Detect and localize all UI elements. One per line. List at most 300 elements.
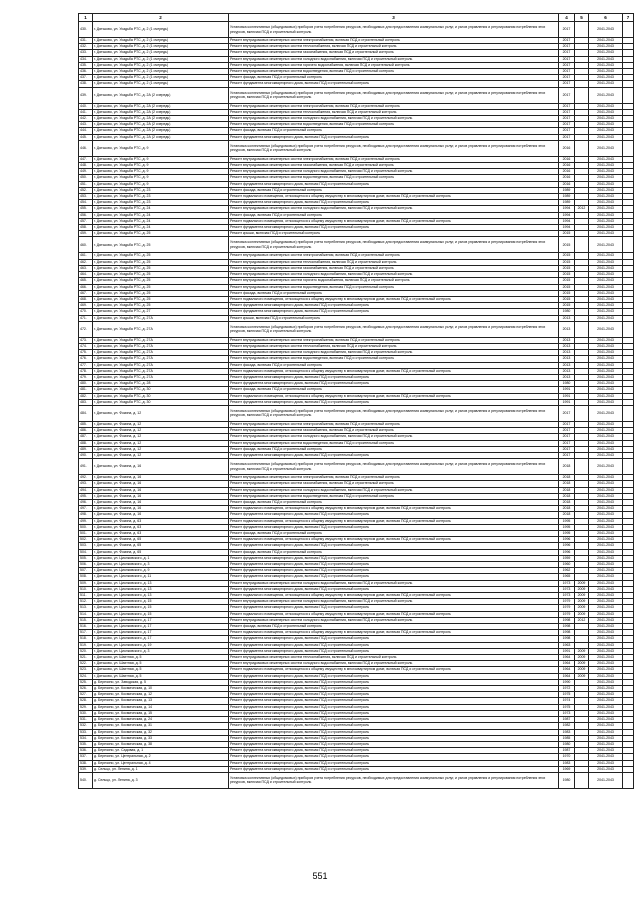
row-number-cell: 443.: [79, 122, 93, 128]
planned-period-cell: 2041-2043: [589, 434, 623, 440]
commission-year-cell: 1980: [559, 381, 575, 387]
row-number-cell: 487.: [79, 434, 93, 440]
commission-year-cell: 2013: [559, 362, 575, 368]
planned-period-cell: 2041-2043: [589, 321, 623, 337]
row-number-cell: 447.: [79, 156, 93, 162]
planned-period-cell: 2041-2043: [589, 296, 623, 302]
planned-period-cell: 2041-2043: [589, 156, 623, 162]
planned-period-cell: 2041-2043: [589, 315, 623, 321]
last-repair-year-cell: 2009: [575, 661, 589, 667]
work-type-cell: Ремонт фасада, включая ПСД и строительный контроль: [229, 187, 559, 193]
work-type-cell: Ремонт внутридомовых инженерных систем теплоснабжения, включая ПСД и строительный контроль: [229, 343, 559, 349]
row-number-cell: 464.: [79, 272, 93, 278]
planned-period-cell: 2041-2043: [589, 309, 623, 315]
planned-period-cell: 2041-2043: [589, 766, 623, 772]
address-cell: г. Дятьково, ул. Фокина, д. 12: [93, 452, 229, 458]
work-type-cell: Установка коллективных (общедомовых) приборов учета потребления ресурсов, необходимых для предоставления коммунальных услуг, и узлов управления и регулирования потребления этих ресурсов, включая ПСД и строительный контроль: [229, 237, 559, 253]
work-type-cell: Ремонт фундамента многоквартирного дома, включая ПСД и строительный контроль: [229, 452, 559, 458]
planned-period-cell: 2041-2043: [589, 278, 623, 284]
work-type-cell: Ремонт подвального помещения, относящегося к общему имуществу в многоквартирном доме, включая ПСД и строительный контроль: [229, 667, 559, 673]
work-type-cell: Ремонт внутридомовых инженерных систем водоотведения, включая ПСД и строительный контроль: [229, 69, 559, 75]
address-cell: г. Дятьково, ул. Усадьба РТС, д. 2 (1 очередь): [93, 22, 229, 38]
row-number-cell: 510.: [79, 586, 93, 592]
row-number-cell: 438.: [79, 81, 93, 87]
address-cell: г. Дятьково, ул. Циолковского, д. 15: [93, 605, 229, 611]
planned-period-cell: 2041-2043: [589, 128, 623, 134]
commission-year-cell: 1979: [559, 605, 575, 611]
address-cell: г. Дятьково, ул. Усадьба РТС, д. 27А: [93, 356, 229, 362]
commission-year-cell: 1980: [559, 741, 575, 747]
commission-year-cell: 1960: [559, 562, 575, 568]
planned-period-cell: 2041-2043: [589, 81, 623, 87]
work-type-cell: Ремонт фундамента многоквартирного дома, включая ПСД и строительный контроль: [229, 717, 559, 723]
row-number-cell: 528.: [79, 698, 93, 704]
commission-year-cell: 2017: [559, 62, 575, 68]
commission-year-cell: 2013: [559, 350, 575, 356]
row-number-cell: 527.: [79, 692, 93, 698]
planned-period-cell: 2041-2043: [589, 710, 623, 716]
row-number-cell: 535.: [79, 741, 93, 747]
planned-period-cell: 2041-2043: [589, 38, 623, 44]
address-cell: г. Дятьково, ул. Усадьба РТС, д. 2А (2 очередь): [93, 134, 229, 140]
planned-period-cell: 2041-2043: [589, 393, 623, 399]
address-cell: г. Дятьково, ул. Усадьба РТС, д. 27А: [93, 368, 229, 374]
note-cell: [623, 405, 634, 421]
row-number-cell: 439.: [79, 87, 93, 103]
work-type-cell: Ремонт фундамента многоквартирного дома, включая ПСД и строительный контроль: [229, 524, 559, 530]
commission-year-cell: 1987: [559, 717, 575, 723]
commission-year-cell: 2015: [559, 278, 575, 284]
work-type-cell: Установка коллективных (общедомовых) приборов учета потребления ресурсов, необходимых для предоставления коммунальных услуг, и узлов управления и регулирования потребления этих ресурсов, включая ПСД и строительный контроль: [229, 22, 559, 38]
address-cell: г. Дятьково, ул. Усадьба РТС, д. 27: [93, 309, 229, 315]
address-cell: д. Березино, ул. Космическая, д. 15: [93, 710, 229, 716]
commission-year-cell: 1991: [559, 399, 575, 405]
row-number-cell: 474.: [79, 343, 93, 349]
planned-period-cell: 2041-2043: [589, 655, 623, 661]
commission-year-cell: 2016: [559, 175, 575, 181]
address-cell: д. Березино, ул. Центральная, д. 4: [93, 760, 229, 766]
last-repair-year-cell: [575, 772, 589, 788]
commission-year-cell: 2017: [559, 38, 575, 44]
planned-period-cell: 2041-2043: [589, 87, 623, 103]
row-number-cell: 436.: [79, 69, 93, 75]
note-cell: [623, 237, 634, 253]
commission-year-cell: 2017: [559, 421, 575, 427]
address-cell: г. Дятьково, ул. Усадьба РТС, д. 2 (1 очередь): [93, 44, 229, 50]
address-cell: г. Дятьково, ул. Шахтная, д. 5: [93, 667, 229, 673]
planned-period-cell: 2041-2043: [589, 630, 623, 636]
commission-year-cell: 2017: [559, 87, 575, 103]
work-type-cell: Ремонт внутридомовых инженерных систем холодного водоснабжения, включая ПСД и строительный контроль: [229, 661, 559, 667]
planned-period-cell: 2041-2043: [589, 499, 623, 505]
planned-period-cell: 2041-2043: [589, 374, 623, 380]
address-cell: д. Березино, ул. Космическая, д. 24: [93, 717, 229, 723]
address-cell: д. Березино, ул. Космическая, д. 38: [93, 741, 229, 747]
row-number-cell: 495.: [79, 493, 93, 499]
work-type-cell: Ремонт крыши, включая ПСД и строительный контроль: [229, 231, 559, 237]
address-cell: г. Дятьково, ул. Усадьба РТС, д. 27А: [93, 321, 229, 337]
address-cell: г. Дятьково, ул. Усадьба РТС, д. 2 (1 очередь): [93, 69, 229, 75]
table-body: [79, 22, 634, 789]
work-type-cell: Ремонт фундамента многоквартирного дома, включая ПСД и строительный контроль: [229, 200, 559, 206]
commission-year-cell: 1989: [559, 194, 575, 200]
planned-period-cell: 2041-2043: [589, 231, 623, 237]
address-cell: д. Березино, ул. Космическая, д. 12: [93, 692, 229, 698]
commission-year-cell: 1995: [559, 524, 575, 530]
planned-period-cell: 2041-2043: [589, 122, 623, 128]
commission-year-cell: 2018: [559, 481, 575, 487]
work-type-cell: Ремонт фундамента многоквартирного дома, включая ПСД и строительный контроль: [229, 134, 559, 140]
repair-program-table: [78, 13, 634, 789]
address-cell: г. Дятьково, ул. Усадьба РТС, д. 9: [93, 169, 229, 175]
work-type-cell: Ремонт внутридомовых инженерных систем водоотведения, включая ПСД и строительный контроль: [229, 284, 559, 290]
last-repair-year-cell: 2009: [575, 605, 589, 611]
address-cell: г. Дятьково, ул. Усадьба РТС, д. 2А (2 очередь): [93, 87, 229, 103]
address-cell: г. Дятьково, ул. Фокина, д. 12: [93, 405, 229, 421]
work-type-cell: Ремонт внутридомовых инженерных систем газоснабжения, включая ПСД и строительный контроль: [229, 481, 559, 487]
planned-period-cell: 2041-2043: [589, 512, 623, 518]
row-number-cell: 453.: [79, 194, 93, 200]
work-type-cell: Ремонт внутридомовых инженерных систем газоснабжения, включая ПСД и строительный контроль: [229, 50, 559, 56]
row-number-cell: 483.: [79, 399, 93, 405]
commission-year-cell: 2017: [559, 69, 575, 75]
commission-year-cell: 1991: [559, 387, 575, 393]
row-number-cell: 470.: [79, 309, 93, 315]
table-row: [79, 87, 634, 103]
row-number-cell: 489.: [79, 446, 93, 452]
work-type-cell: Ремонт фасада, включая ПСД и строительный контроль: [229, 128, 559, 134]
commission-year-cell: 2018: [559, 475, 575, 481]
work-type-cell: Ремонт фасада, включая ПСД и строительный контроль: [229, 290, 559, 296]
planned-period-cell: 2041-2043: [589, 493, 623, 499]
commission-year-cell: 2017: [559, 440, 575, 446]
row-number-cell: 507.: [79, 568, 93, 574]
last-repair-year-cell: 2009: [575, 655, 589, 661]
work-type-cell: Установка коллективных (общедомовых) приборов учета потребления ресурсов, необходимых для предоставления коммунальных услуг, и узлов управления и регулирования потребления этих ресурсов, включая ПСД и строительный контроль: [229, 459, 559, 475]
work-type-cell: Ремонт крыши, включая ПСД и строительный контроль: [229, 315, 559, 321]
address-cell: г. Дятьково, ул. Циолковского, д. 3: [93, 562, 229, 568]
row-number-cell: 506.: [79, 562, 93, 568]
planned-period-cell: 2041-2043: [589, 772, 623, 788]
work-type-cell: Ремонт внутридомовых инженерных систем холодного водоснабжения, включая ПСД и строительный контроль: [229, 350, 559, 356]
row-number-cell: 526.: [79, 686, 93, 692]
commission-year-cell: 2013: [559, 321, 575, 337]
planned-period-cell: 2041-2043: [589, 729, 623, 735]
work-type-cell: Ремонт внутридомовых инженерных систем холодного водоснабжения, включая ПСД и строительный контроль: [229, 116, 559, 122]
row-number-cell: 522.: [79, 661, 93, 667]
work-type-cell: Ремонт внутридомовых инженерных систем холодного водоснабжения, включая ПСД и строительный контроль: [229, 487, 559, 493]
last-repair-year-cell: [575, 140, 589, 156]
address-cell: г. Дятьково, ул. Усадьба РТС, д. 25: [93, 303, 229, 309]
address-cell: г. Дятьково, ул. Усадьба РТС, д. 25: [93, 253, 229, 259]
planned-period-cell: 2041-2043: [589, 109, 623, 115]
commission-year-cell: 1970: [559, 754, 575, 760]
address-cell: г. Дятьково, ул. Циолковского, д. 17: [93, 617, 229, 623]
last-repair-year-cell: 2012: [575, 617, 589, 623]
commission-year-cell: 1975: [559, 692, 575, 698]
row-number-cell: 466.: [79, 284, 93, 290]
row-number-cell: 485.: [79, 421, 93, 427]
commission-year-cell: 1985: [559, 735, 575, 741]
commission-year-cell: 2017: [559, 134, 575, 140]
commission-year-cell: 1962: [559, 568, 575, 574]
address-cell: г. Дятьково, ул. Усадьба РТС, д. 2А (2 очередь): [93, 122, 229, 128]
planned-period-cell: 2041-2043: [589, 265, 623, 271]
row-number-cell: 517.: [79, 630, 93, 636]
planned-period-cell: 2041-2043: [589, 580, 623, 586]
commission-year-cell: 2013: [559, 368, 575, 374]
planned-period-cell: 2041-2043: [589, 362, 623, 368]
planned-period-cell: 2041-2043: [589, 194, 623, 200]
planned-period-cell: 2041-2043: [589, 272, 623, 278]
planned-period-cell: 2041-2043: [589, 741, 623, 747]
row-number-cell: 469.: [79, 303, 93, 309]
commission-year-cell: 2017: [559, 75, 575, 81]
address-cell: г. Дятьково, ул. Усадьба РТС, д. 30: [93, 399, 229, 405]
row-number-cell: 437.: [79, 75, 93, 81]
work-type-cell: Ремонт внутридомовых инженерных систем холодного водоснабжения, включая ПСД и строительный контроль: [229, 580, 559, 586]
row-number-cell: 462.: [79, 259, 93, 265]
work-type-cell: Ремонт внутридомовых инженерных систем электроснабжения, включая ПСД и строительный контроль: [229, 38, 559, 44]
work-type-cell: Ремонт внутридомовых инженерных систем газоснабжения, включая ПСД и строительный контроль: [229, 163, 559, 169]
planned-period-cell: 2041-2043: [589, 531, 623, 537]
last-repair-year-cell: 2009: [575, 611, 589, 617]
planned-period-cell: 2041-2043: [589, 50, 623, 56]
row-number-cell: 473.: [79, 337, 93, 343]
commission-year-cell: 1975: [559, 704, 575, 710]
commission-year-cell: 2015: [559, 265, 575, 271]
address-cell: г. Дятьково, ул. Фокина, д. 16: [93, 475, 229, 481]
work-type-cell: Ремонт фундамента многоквартирного дома, включая ПСД и строительный контроль: [229, 642, 559, 648]
row-number-cell: 501.: [79, 531, 93, 537]
address-cell: г. Дятьково, ул. Циолковского, д. 9: [93, 568, 229, 574]
address-cell: г. Дятьково, ул. Усадьба РТС, д. 25: [93, 231, 229, 237]
planned-period-cell: 2041-2043: [589, 75, 623, 81]
planned-period-cell: 2041-2043: [589, 593, 623, 599]
planned-period-cell: 2041-2043: [589, 636, 623, 642]
commission-year-cell: 2018: [559, 493, 575, 499]
planned-period-cell: 2041-2043: [589, 686, 623, 692]
row-number-cell: 433.: [79, 50, 93, 56]
commission-year-cell: 2016: [559, 163, 575, 169]
planned-period-cell: 2041-2043: [589, 69, 623, 75]
note-cell: [623, 459, 634, 475]
planned-period-cell: 2041-2043: [589, 692, 623, 698]
last-repair-year-cell: 2009: [575, 667, 589, 673]
work-type-cell: Ремонт фундамента многоквартирного дома, включая ПСД и строительный контроль: [229, 636, 559, 642]
row-number-cell: 520.: [79, 648, 93, 654]
work-type-cell: Ремонт подвального помещения, относящегося к общему имуществу в многоквартирном доме, включая ПСД и строительный контроль: [229, 630, 559, 636]
address-cell: г. Дятьково, ул. Фокина, д. 16: [93, 487, 229, 493]
address-cell: г. Дятьково, ул. Усадьба РТС, д. 2А (2 очередь): [93, 109, 229, 115]
work-type-cell: Ремонт внутридомовых инженерных систем горячего водоснабжения, включая ПСД и строительный контроль: [229, 278, 559, 284]
commission-year-cell: 2018: [559, 459, 575, 475]
address-cell: г. Дятьково, ул. Усадьба РТС, д. 25: [93, 278, 229, 284]
planned-period-cell: 2041-2043: [589, 140, 623, 156]
commission-year-cell: 2016: [559, 169, 575, 175]
address-cell: г. Дятьково, ул. Усадьба РТС, д. 9: [93, 181, 229, 187]
row-number-cell: 468.: [79, 296, 93, 302]
commission-year-cell: 2017: [559, 81, 575, 87]
planned-period-cell: 2041-2043: [589, 624, 623, 630]
page-number: 551: [312, 871, 328, 881]
commission-year-cell: 1990: [559, 679, 575, 685]
work-type-cell: Ремонт фасада, включая ПСД и строительный контроль: [229, 446, 559, 452]
planned-period-cell: 2041-2043: [589, 337, 623, 343]
planned-period-cell: 2041-2043: [589, 661, 623, 667]
work-type-cell: Ремонт внутридомовых инженерных систем газоснабжения, включая ПСД и строительный контроль: [229, 265, 559, 271]
row-number-cell: 475.: [79, 350, 93, 356]
commission-year-cell: 2013: [559, 356, 575, 362]
commission-year-cell: 2018: [559, 512, 575, 518]
work-type-cell: Ремонт фасада, включая ПСД и строительный контроль: [229, 362, 559, 368]
row-number-cell: 455.: [79, 206, 93, 212]
work-type-cell: Ремонт внутридомовых инженерных систем холодного водоснабжения, включая ПСД и строительный контроль: [229, 56, 559, 62]
commission-year-cell: 1965: [559, 574, 575, 580]
commission-year-cell: 2013: [559, 374, 575, 380]
address-cell: г. Дятьково, ул. Усадьба РТС, д. 27А: [93, 362, 229, 368]
work-type-cell: Ремонт внутридомовых инженерных систем холодного водоснабжения, включая ПСД и строительный контроль: [229, 599, 559, 605]
note-cell: [623, 772, 634, 788]
commission-year-cell: 1980: [559, 309, 575, 315]
address-cell: г. Дятьково, ул. Усадьба РТС, д. 25: [93, 284, 229, 290]
address-cell: д. Березино, ул. Космическая, д. 14: [93, 704, 229, 710]
work-type-cell: Ремонт фундамента многоквартирного дома, включая ПСД и строительный контроль: [229, 574, 559, 580]
commission-year-cell: 1973: [559, 710, 575, 716]
commission-year-cell: 2015: [559, 231, 575, 237]
commission-year-cell: 2017: [559, 405, 575, 421]
row-number-cell: 500.: [79, 524, 93, 530]
row-number-cell: 519.: [79, 642, 93, 648]
note-cell: [623, 87, 634, 103]
work-type-cell: Ремонт внутридомовых инженерных систем горячего водоснабжения, включая ПСД и строительный контроль: [229, 62, 559, 68]
work-type-cell: Ремонт внутридомовых инженерных систем водоотведения, включая ПСД и строительный контроль: [229, 440, 559, 446]
column-header: 5: [575, 14, 589, 22]
row-number-cell: 503.: [79, 543, 93, 549]
planned-period-cell: 2041-2043: [589, 723, 623, 729]
work-type-cell: Ремонт внутридомовых инженерных систем холодного водоснабжения, включая ПСД и строительный контроль: [229, 206, 559, 212]
commission-year-cell: 2017: [559, 44, 575, 50]
planned-period-cell: 2041-2043: [589, 698, 623, 704]
address-cell: г. Дятьково, ул. Усадьба РТС, д. 24: [93, 218, 229, 224]
commission-year-cell: 2018: [559, 506, 575, 512]
work-type-cell: Ремонт фундамента многоквартирного дома, включая ПСД и строительный контроль: [229, 698, 559, 704]
work-type-cell: Ремонт фундамента многоквартирного дома, включая ПСД и строительный контроль: [229, 374, 559, 380]
address-cell: г. Дятьково, ул. Циолковского, д. 17: [93, 636, 229, 642]
planned-period-cell: 2041-2043: [589, 459, 623, 475]
address-cell: г. Дятьково, ул. Фокина, д. 12: [93, 428, 229, 434]
row-number-cell: 532.: [79, 723, 93, 729]
planned-period-cell: 2041-2043: [589, 303, 623, 309]
planned-period-cell: 2041-2043: [589, 611, 623, 617]
planned-period-cell: 2041-2043: [589, 475, 623, 481]
address-cell: г. Дятьково, ул. Фокина, д. 12: [93, 446, 229, 452]
row-number-cell: 502.: [79, 537, 93, 543]
address-cell: г. Дятьково, ул. Фокина, д. 12: [93, 434, 229, 440]
work-type-cell: Ремонт внутридомовых инженерных систем электроснабжения, включая ПСД и строительный контроль: [229, 253, 559, 259]
planned-period-cell: 2041-2043: [589, 543, 623, 549]
commission-year-cell: 1964: [559, 667, 575, 673]
planned-period-cell: 2041-2043: [589, 648, 623, 654]
row-number-cell: 504.: [79, 549, 93, 555]
column-header: 7: [623, 14, 634, 22]
document-sheet: [78, 13, 633, 789]
address-cell: г. Дятьково, ул. Усадьба РТС, д. 2 (1 очередь): [93, 56, 229, 62]
row-number-cell: 490.: [79, 452, 93, 458]
work-type-cell: Ремонт внутридомовых инженерных систем теплоснабжения, включая ПСД и строительный контроль: [229, 259, 559, 265]
last-repair-year-cell: [575, 87, 589, 103]
address-cell: г. Дятьково, ул. Циолковского, д. 13: [93, 593, 229, 599]
commission-year-cell: 1998: [559, 636, 575, 642]
work-type-cell: Ремонт внутридомовых инженерных систем холодного водоснабжения, включая ПСД и строительный контроль: [229, 272, 559, 278]
row-number-cell: 513.: [79, 605, 93, 611]
work-type-cell: Ремонт фасада, включая ПСД и строительный контроль: [229, 75, 559, 81]
address-cell: г. Дятьково, ул. Усадьба РТС, д. 25: [93, 272, 229, 278]
planned-period-cell: 2041-2043: [589, 22, 623, 38]
planned-period-cell: 2041-2043: [589, 44, 623, 50]
work-type-cell: Ремонт фундамента многоквартирного дома, включая ПСД и строительный контроль: [229, 723, 559, 729]
planned-period-cell: 2041-2043: [589, 187, 623, 193]
work-type-cell: Ремонт фундамента многоквартирного дома, включая ПСД и строительный контроль: [229, 303, 559, 309]
planned-period-cell: 2041-2043: [589, 754, 623, 760]
address-cell: г. Дятьково, ул. Усадьба РТС, д. 30: [93, 393, 229, 399]
last-repair-year-cell: [575, 405, 589, 421]
row-number-cell: 471.: [79, 315, 93, 321]
work-type-cell: Ремонт фасада, включая ПСД и строительный контроль: [229, 624, 559, 630]
address-cell: г. Дятьково, ул. Циолковского, д. 13: [93, 586, 229, 592]
last-repair-year-cell: 2012: [575, 206, 589, 212]
address-cell: г. Дятьково, ул. Усадьба РТС, д. 24: [93, 206, 229, 212]
row-number-cell: 457.: [79, 218, 93, 224]
address-cell: г. Дятьково, ул. Фокина, д. 12: [93, 440, 229, 446]
work-type-cell: Ремонт внутридомовых инженерных систем электроснабжения, включая ПСД и строительный контроль: [229, 421, 559, 427]
address-cell: г. Дятьково, ул. Усадьба РТС, д. 23: [93, 187, 229, 193]
work-type-cell: Ремонт подвального помещения, относящегося к общему имуществу в многоквартирном доме, включая ПСД и строительный контроль: [229, 537, 559, 543]
last-repair-year-cell: 2009: [575, 673, 589, 679]
commission-year-cell: 2017: [559, 428, 575, 434]
commission-year-cell: 1994: [559, 225, 575, 231]
commission-year-cell: 2016: [559, 156, 575, 162]
table-row: [79, 459, 634, 475]
commission-year-cell: 1974: [559, 698, 575, 704]
row-number-cell: 538.: [79, 760, 93, 766]
last-repair-year-cell: 2009: [575, 599, 589, 605]
planned-period-cell: 2041-2043: [589, 642, 623, 648]
planned-period-cell: 2041-2043: [589, 350, 623, 356]
work-type-cell: Ремонт внутридомовых инженерных систем холодного водоснабжения, включая ПСД и строительный контроль: [229, 169, 559, 175]
work-type-cell: Ремонт подвального помещения, относящегося к общему имуществу в многоквартирном доме, включая ПСД и строительный контроль: [229, 506, 559, 512]
planned-period-cell: 2041-2043: [589, 673, 623, 679]
row-number-cell: 430.: [79, 22, 93, 38]
planned-period-cell: 2041-2043: [589, 487, 623, 493]
address-cell: д. Березино, ул. Космическая, д. 33: [93, 735, 229, 741]
work-type-cell: Ремонт фундамента многоквартирного дома, включая ПСД и строительный контроль: [229, 754, 559, 760]
note-cell: [623, 321, 634, 337]
row-number-cell: 529.: [79, 704, 93, 710]
row-number-cell: 444.: [79, 128, 93, 134]
address-cell: г. Дятьково, ул. Усадьба РТС, д. 25: [93, 290, 229, 296]
work-type-cell: Ремонт фундамента многоквартирного дома, включая ПСД и строительный контроль: [229, 735, 559, 741]
row-number-cell: 441.: [79, 109, 93, 115]
planned-period-cell: 2041-2043: [589, 760, 623, 766]
row-number-cell: 432.: [79, 44, 93, 50]
row-number-cell: 435.: [79, 62, 93, 68]
commission-year-cell: 2015: [559, 237, 575, 253]
commission-year-cell: 2016: [559, 181, 575, 187]
work-type-cell: Ремонт подвального помещения, относящегося к общему имуществу в многоквартирном доме, включая ПСД и строительный контроль: [229, 518, 559, 524]
commission-year-cell: 2013: [559, 315, 575, 321]
commission-year-cell: 2015: [559, 290, 575, 296]
